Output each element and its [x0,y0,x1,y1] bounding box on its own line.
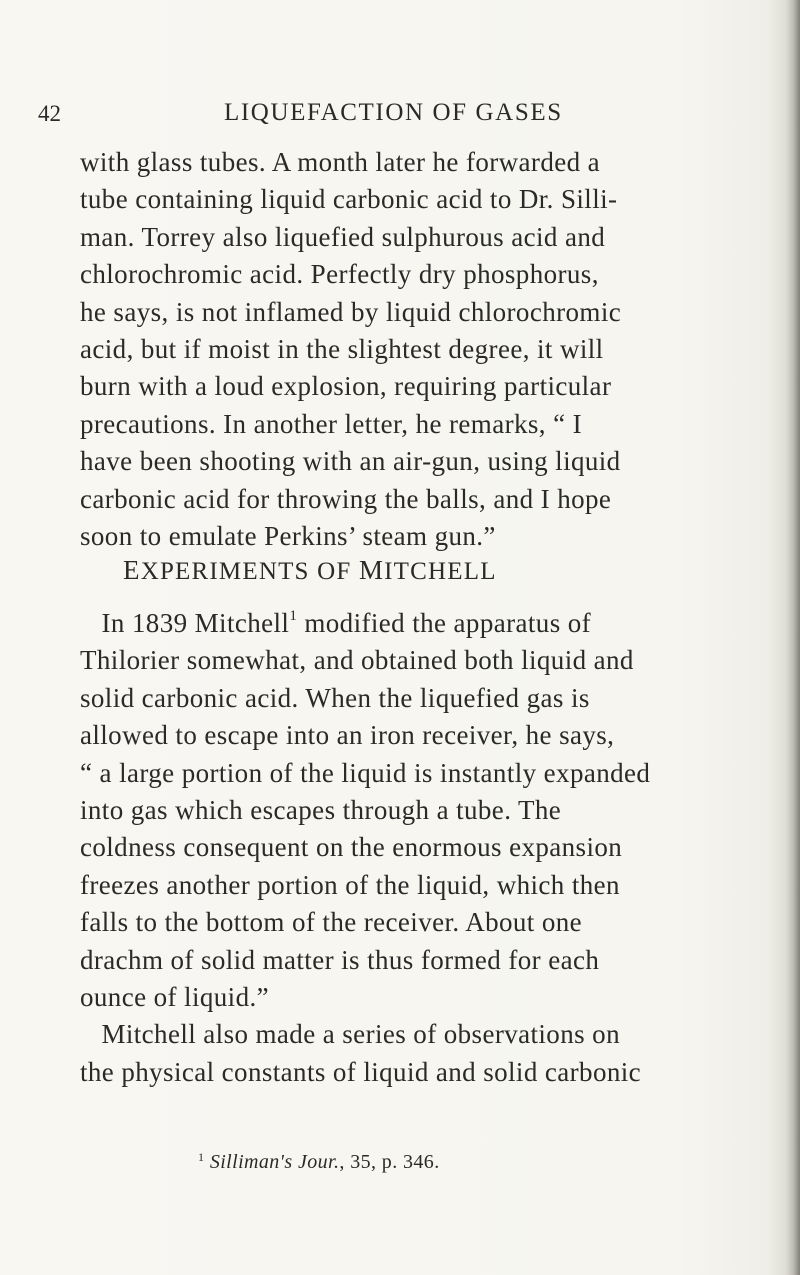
text-line: the physical constants of liquid and solid carbonic [80,1056,642,1087]
text-line: ounce of liquid.” [80,982,269,1013]
text-line: “ a large portion of the liquid is instantly expanded [80,757,651,788]
text-line: In 1839 Mitchell$^1$ modified the apparatus of [101,608,592,638]
text-line: Mitchell also made a series of observations on [80,1019,620,1050]
footnote-marker: 1 [198,1150,205,1164]
running-head: LIQUEFACTION OF GASES [224,99,563,126]
text-line: freezes another portion of the liquid, which then [80,869,620,900]
text-line: with glass tubes. A month later he forwarded a [80,147,601,177]
page-edge-shadow [786,0,800,1275]
text-line: into gas which escapes through a tube. The [80,795,562,826]
paragraph-1 [80,144,730,555]
text-line: acid, but if moist in the slightest degree, it will [80,334,604,365]
text-line: he says, is not inflamed by liquid chlorochromic [80,296,622,327]
section-heading: EXPERIMENTS OF MITCHELL [123,555,497,585]
text-line: Thilorier somewhat, and obtained both liquid and [80,645,634,676]
page-number: 42 [38,101,61,126]
text-line: allowed to escape into an iron receiver, he says, [80,720,615,751]
text-line: tube containing liquid carbonic acid to Dr. Silli- [80,184,618,215]
text-line: carbonic acid for throwing the balls, and I hope [80,483,612,514]
text-line: precautions. In another letter, he remarks, “ I [80,408,583,439]
footnote-reference: 1 [289,608,298,624]
text-line: chlorochromic acid. Perfectly dry phosphorus, [80,259,599,290]
text-line: solid carbonic acid. When the liquefied gas is [80,682,590,713]
text-line: coldness consequent on the enormous expansion [80,832,623,863]
footnote-citation: , 35, p. 346. [339,1151,440,1173]
text-line: falls to the bottom of the receiver. About one [80,907,583,938]
text-line: man. Torrey also liquefied sulphurous acid and [80,221,606,252]
text-line: soon to emulate Perkins’ steam gun.” [80,521,496,552]
footnote [198,1150,440,1174]
text-line: have been shooting with an air-gun, using liquid [80,446,621,477]
text-line: burn with a loud explosion, requiring particular [80,371,612,402]
paragraph-2 [80,598,730,1091]
footnote-source: Silliman's Jour. [209,1151,340,1173]
text-line: drachm of solid matter is thus formed for each [80,944,600,975]
